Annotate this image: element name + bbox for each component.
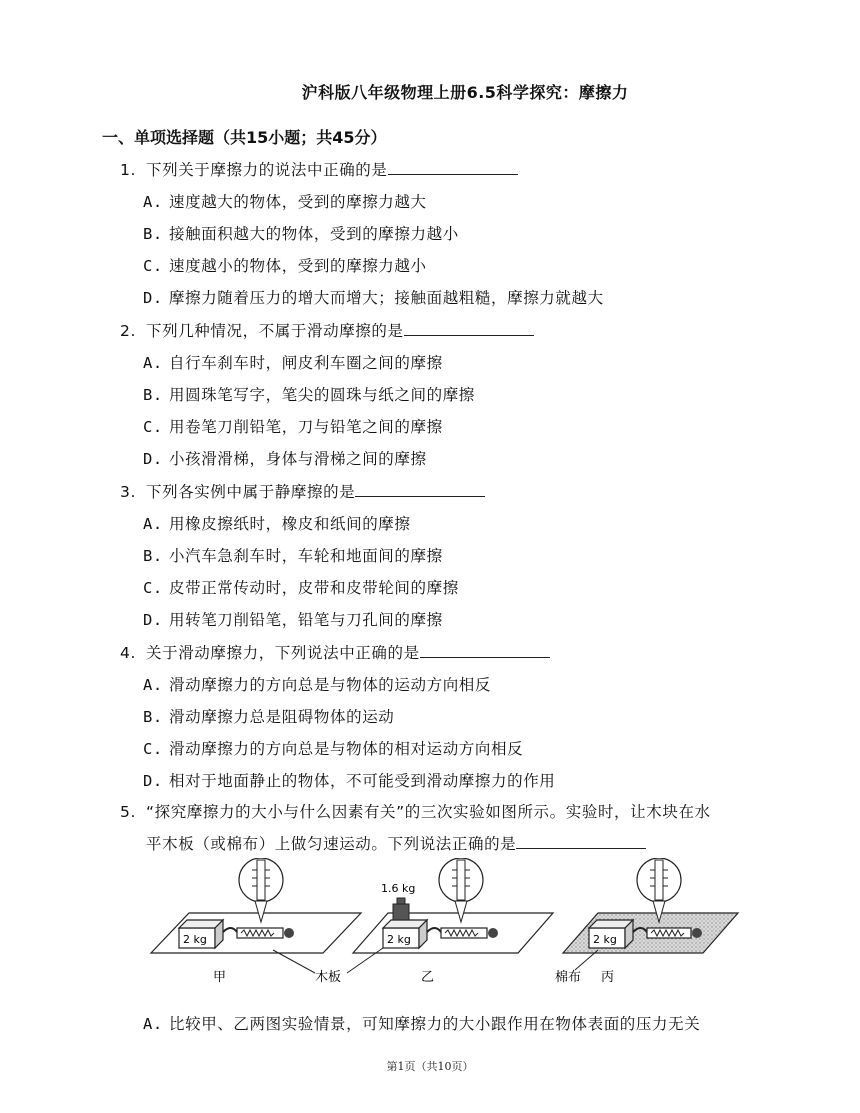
panel-jia (151, 858, 361, 985)
weight-mass-label: 1.6 kg (381, 882, 416, 895)
label-muban: 木板 (315, 970, 342, 985)
option-3a: A. 用橡皮擦纸时，橡皮和纸间的摩擦 (143, 515, 411, 533)
block-mass-label: 2 kg (183, 933, 207, 946)
option-3d: D. 用转笔刀削铅笔，铅笔与刀孔间的摩擦 (143, 611, 443, 629)
panel-yi (353, 858, 553, 985)
option-2a: A. 自行车刹车时，闸皮利车圈之间的摩擦 (143, 354, 443, 372)
panel-bing (555, 858, 738, 985)
question-number: 3. (120, 483, 136, 501)
hook (223, 928, 237, 932)
question-stem-line2: 平木板（或棉布）上做匀速运动。下列说法正确的是 (146, 835, 517, 853)
answer-blank (404, 321, 534, 336)
question-number: 5. (120, 803, 136, 821)
hook (427, 928, 441, 932)
option-5a: A. 比较甲、乙两图实验情景，可知摩擦力的大小跟作用在物体表面的压力无关 (143, 1015, 701, 1033)
question-number: 2. (120, 322, 136, 340)
section-heading: 一、单项选择题（共15小题；共45分） (102, 128, 387, 147)
label-bing: 丙 (601, 970, 615, 985)
label-yi: 乙 (421, 970, 435, 985)
question-1 (120, 158, 518, 180)
question-stem: 下列关于摩擦力的说法中正确的是 (146, 161, 388, 179)
question-stem: 下列几种情况，不属于滑动摩擦的是 (146, 322, 404, 340)
label-mianbu: 棉布 (555, 970, 582, 985)
question-stem-line1: “探究摩擦力的大小与什么因素有关”的三次实验如图所示。实验时，让木块在水 (146, 803, 711, 821)
page-title: 沪科版八年级物理上册6.5科学探究：摩擦力 (301, 83, 629, 102)
friction-experiment-figure (143, 858, 743, 1008)
block-mass-label: 2 kg (387, 933, 411, 946)
option-2b: B. 用圆珠笔写字，笔尖的圆珠与纸之间的摩擦 (143, 386, 475, 404)
question-5 (120, 796, 800, 860)
option-4d: D. 相对于地面静止的物体，不可能受到滑动摩擦力的作用 (143, 772, 556, 790)
question-3 (120, 480, 485, 502)
block-mass-label: 2 kg (593, 933, 617, 946)
question-stem: 下列各实例中属于静摩擦的是 (146, 483, 356, 501)
weight (393, 904, 409, 920)
question-stem: 关于滑动摩擦力，下列说法中正确的是 (146, 644, 420, 662)
page-footer: 第1页（共10页） (386, 1060, 474, 1073)
option-4a: A. 滑动摩擦力的方向总是与物体的运动方向相反 (143, 676, 492, 694)
label-jia: 甲 (213, 970, 227, 985)
question-number: 4. (120, 644, 136, 662)
answer-blank (355, 482, 485, 497)
option-1b: B. 接触面积越大的物体，受到的摩擦力越小 (143, 225, 459, 243)
option-3c: C. 皮带正常传动时，皮带和皮带轮间的摩擦 (143, 579, 459, 597)
option-2d: D. 小孩滑滑梯，身体与滑梯之间的摩擦 (143, 450, 427, 468)
question-2 (120, 319, 534, 341)
answer-blank (388, 160, 518, 175)
question-number: 1. (120, 161, 136, 179)
option-3b: B. 小汽车急刹车时，车轮和地面间的摩擦 (143, 547, 443, 565)
option-2c: C. 用卷笔刀削铅笔，刀与铅笔之间的摩擦 (143, 418, 443, 436)
option-4c: C. 滑动摩擦力的方向总是与物体的相对运动方向相反 (143, 740, 524, 758)
option-1c: C. 速度越小的物体，受到的摩擦力越小 (143, 257, 427, 275)
option-4b: B. 滑动摩擦力总是阻碍物体的运动 (143, 708, 395, 726)
option-1a: A. 速度越大的物体，受到的摩擦力越大 (143, 193, 427, 211)
option-1d: D. 摩擦力随着压力的增大而增大；接触面越粗糙，摩擦力就越大 (143, 289, 604, 307)
question-4 (120, 641, 550, 663)
answer-blank (420, 643, 550, 658)
answer-blank (516, 834, 646, 849)
